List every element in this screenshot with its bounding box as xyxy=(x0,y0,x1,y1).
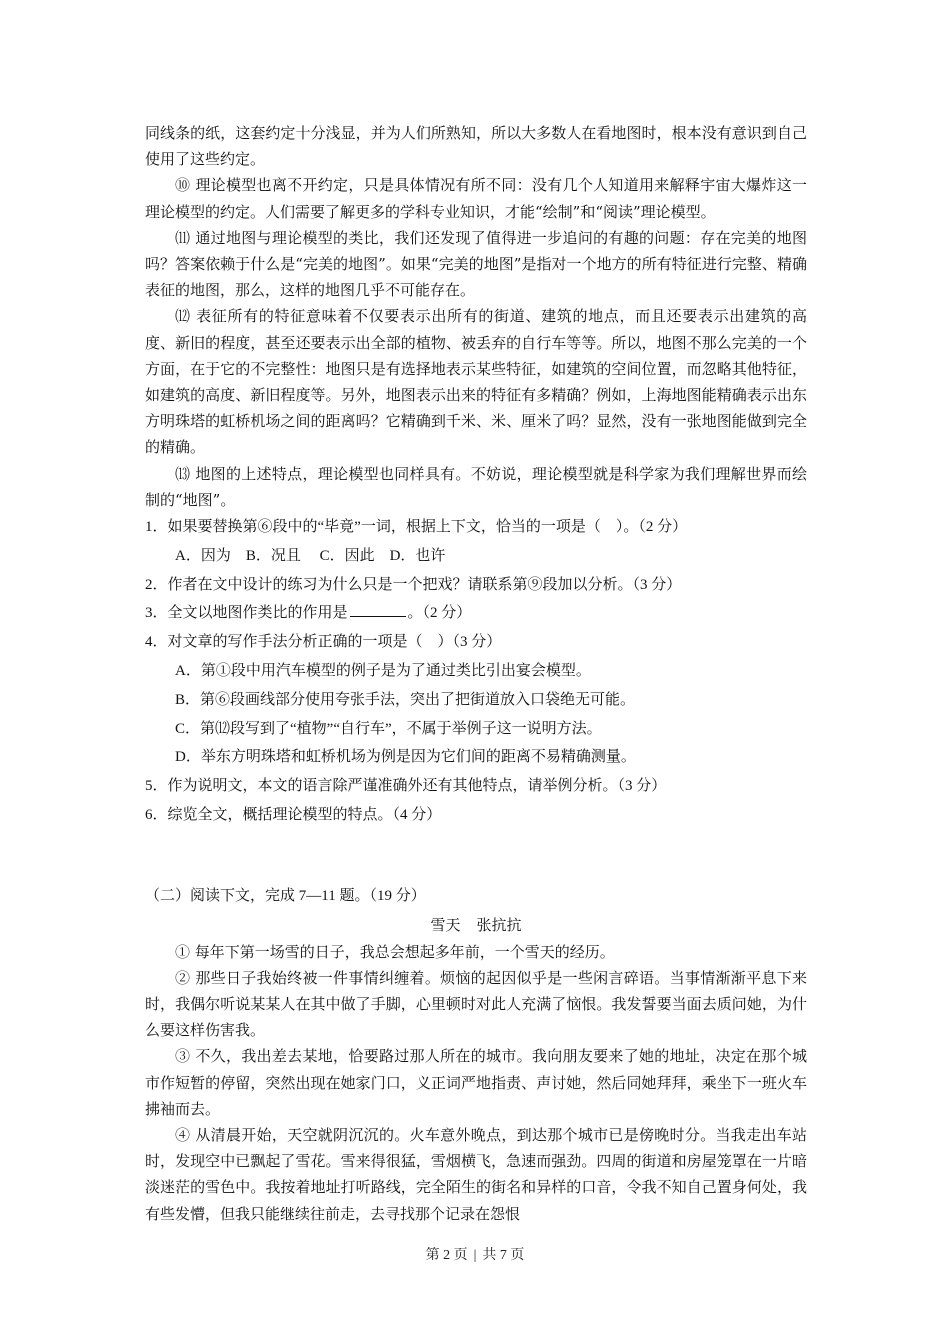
page-content xyxy=(145,120,807,1227)
question-1-options: A．因为 B．况且 C．因此 D．也许 xyxy=(175,547,446,564)
article-title: 雪天 xyxy=(430,915,461,934)
footer-separator: | xyxy=(473,1248,477,1263)
answer-blank xyxy=(350,602,406,617)
paragraph-11: ⑾ 通过地图与理论模型的类比，我们还发现了值得进一步追问的有趣的问题：存在完美的地图吗？答案依赖于什么是“完美的地图”。如果“完美的地图”是指对一个地方的所有特征进行完整、精确表征的地图，那么，这样的地图几乎不可能存在。 xyxy=(145,228,807,300)
question-5: 5．作为说明文，本文的语言除严谨准确外还有其他特点，请举例分析。（3 分） xyxy=(145,778,667,795)
paragraph-10: ⑩ 理论模型也离不开约定，只是具体情况有所不同：没有几个人知道用来解释宇宙大爆炸这一理论模型的约定。人们需要了解更多的学科专业知识，才能“绘制”和“阅读”理论模型。 xyxy=(145,176,807,221)
question-2: 2．作者在文中设计的练习为什么只是一个把戏？请联系第⑨段加以分析。（3 分） xyxy=(145,576,682,593)
paragraph-continued: 同线条的纸，这套约定十分浅显，并为人们所熟知，所以大多数人在看地图时，根本没有意识到自己使用了这些约定。 xyxy=(145,124,807,169)
question-4: 4．对文章的写作手法分析正确的一项是（ ）（3 分） xyxy=(145,634,502,651)
question-3-text: 3．全文以地图作类比的作用是 xyxy=(145,605,348,622)
story-paragraph-4: ④ 从清晨开始，天空就阴沉沉的。火车意外晚点，到达那个城市已是傍晚时分。当我走出车站时，发现空中已飘起了雪花。雪来得很猛，雪烟横飞，急速而强劲。四周的街道和房屋笼罩在一片暗淡迷茫的雪色中。我按着地址打听路线，完全陌生的街名和异样的口音，令我不知自己置身何处，我有些发懵，但我只能继续往前走，去寻找那个记录在怨恨 xyxy=(145,1126,807,1223)
paragraph-13: ⒀ 地图的上述特点，理论模型也同样具有。不妨说，理论模型就是科学家为我们理解世界而绘制的“地图”。 xyxy=(145,464,807,509)
page-number: 第 2 页 xyxy=(425,1248,468,1263)
section-2 xyxy=(145,882,807,1227)
page-footer xyxy=(0,1244,950,1264)
question-4-option-b: B．第⑥段画线部分使用夸张手法，突出了把街道放入口袋绝无可能。 xyxy=(175,691,636,708)
article-title-line xyxy=(145,911,807,939)
page-total: 共 7 页 xyxy=(482,1248,525,1263)
question-3-score: 。（2 分） xyxy=(407,605,472,622)
article-author: 张抗抗 xyxy=(476,915,522,934)
question-6: 6．综览全文，概括理论模型的特点。（4 分） xyxy=(145,807,442,824)
story-paragraph-1: ① 每年下第一场雪的日子，我总会想起多年前，一个雪天的经历。 xyxy=(175,942,615,961)
question-4-option-d: D．举东方明珠塔和虹桥机场为例是因为它们间的距离不易精确测量。 xyxy=(175,749,636,766)
question-4-option-a: A．第①段中用汽车模型的例子是为了通过类比引出宴会模型。 xyxy=(175,663,591,680)
question-4-option-c: C．第⑿段写到了“植物”“自行车”，不属于举例子这一说明方法。 xyxy=(175,720,602,737)
question-list xyxy=(145,513,807,830)
story-paragraph-2: ② 那些日子我始终被一件事情纠缠着。烦恼的起因似乎是一些闲言碎语。当事情渐渐平息下来时，我偶尔听说某某人在其中做了手脚，心里顿时对此人充满了恼恨。我发誓要当面去质问她，为什么要这样伤害我。 xyxy=(145,968,807,1040)
story-paragraph-3: ③ 不久，我出差去某地，恰要路过那人所在的城市。我向朋友要来了她的地址，决定在那个城市作短暂的停留，突然出现在她家门口，义正词严地指责、声讨她，然后同她拜拜，乘坐下一班火车拂袖而去。 xyxy=(145,1047,807,1118)
section-gap xyxy=(145,830,807,882)
section-2-heading: （二）阅读下文，完成 7—11 题。（19 分） xyxy=(145,887,426,904)
paragraph-12: ⑿ 表征所有的特征意味着不仅要表示出所有的街道、建筑的地点，而且还要表示出建筑的高度、新旧的程度，甚至还要表示出全部的植物、被丢弃的自行车等等。所以，地图不那么完美的一个方面，在于它的不完整性：地图只是有选择地表示某些特征，如建筑的空间位置，而忽略其他特征，如建筑的高度、新旧程度等。另外，地图表示出来的特征有多精确？例如，上海地图能精确表示出东方明珠塔的虹桥机场之间的距离吗？它精确到千米、米、厘米了吗？显然，没有一张地图能做到完全的精确。 xyxy=(145,307,807,457)
question-1: 1．如果要替换第⑥段中的“毕竟”一词，根据上下文，恰当的一项是（ ）。（2 分） xyxy=(145,519,688,536)
question-3 xyxy=(145,599,807,628)
